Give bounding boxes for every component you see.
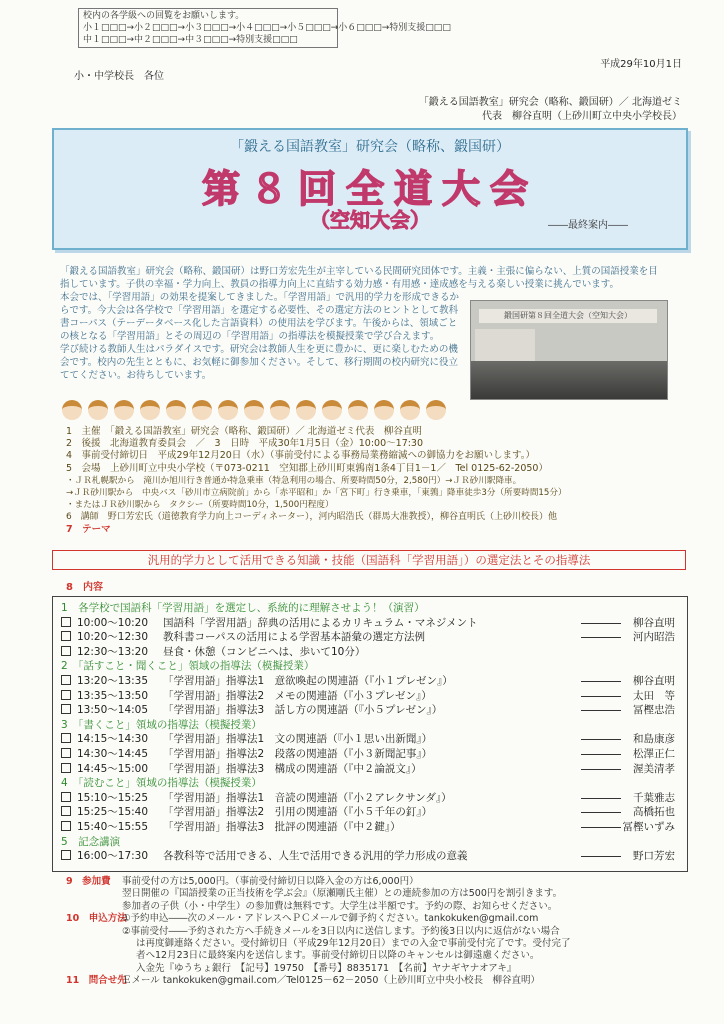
schedule-title: 「学習用語」指導法2 引用の関連語（『小５千年の釘』） (163, 806, 433, 819)
leader-line (581, 637, 621, 638)
sender-line: 代表 柳谷直明（上砂川町立中央小学校長） (482, 111, 682, 122)
schedule-item (61, 732, 681, 747)
leader-line (581, 710, 621, 711)
fee-text: 参加者の子供（小・中学生）の参加費は無料です。大学生は半額です。予約の際、お知らせください。 (122, 900, 558, 912)
schedule-time: 15:25～15:40 (77, 806, 149, 819)
checkbox-icon (61, 646, 71, 656)
info-row: 7 テーマ (66, 523, 111, 535)
schedule-title: 「学習用語」指導法1 音読の関連語（『小２アレクサンダ』） (163, 791, 452, 804)
schedule-presenter: 冨樫いずみ (622, 821, 675, 833)
leader-line (581, 754, 621, 755)
sender-line: 「鍛える国語教室」研究会（略称、鍛国研）／ 北海道ゼミ (418, 97, 682, 108)
page-subtitle: （空知大会） (310, 208, 430, 232)
schedule-title: 「学習用語」指導法1 意欲喚起の関連語（『小１プレゼン』） (163, 675, 453, 687)
intro-paragraph: 学び続ける教師人生はパラダイスです。研究会は教師人生を更に豊かに、更に楽しむための機会です。校内の先生とともに、お気軽に御参加ください。そして、移行期間の校内研究に役立ててください。お待ちしています。 (60, 344, 459, 381)
contact-label: 11 問合せ先 (66, 975, 127, 987)
photo-audience (471, 361, 667, 399)
checkbox-icon (61, 733, 71, 743)
kid-icon (374, 400, 394, 420)
issue-date: 平成29年10月1日 (600, 59, 682, 70)
schedule-item (61, 703, 681, 718)
kid-icon (322, 400, 342, 420)
org-name: 「鍛える国語教室」研究会（略称、鍛国研） (230, 139, 510, 155)
leader-line (581, 856, 621, 857)
info-row: 1 主催 「鍛える国語教室」研究会（略称、鍛国研）／ 北海道ゼミ代表 柳谷直明 (66, 426, 422, 437)
kid-icon (426, 400, 446, 420)
info-row: 6 講師 野口芳宏氏（道徳教育学力向上コーディネーター），河内昭浩氏（群馬大准教授），柳谷直明氏（上砂川校長）他 (66, 512, 558, 523)
fee-label: 9 参加費 (66, 876, 111, 887)
schedule-time: 14:15～14:30 (77, 733, 149, 746)
schedule-item (61, 762, 681, 777)
schedule-title: 「学習用語」指導法3 批評の関連語（『中２鍵』） (163, 821, 401, 833)
intro-paragraph: 本会では、「学習用語」の効果を提案してきました。「学習用語」で汎用的学力を形成できるからです。今大会は各学校で「学習用語」を選定する必要性、その選定方法のヒントとして教科書コーパス（テーデータベース化した言語資料）の使用法を学びます。午後からは、領域ごとの核となる「学習用語」とその周辺の「学習用語」の指導法を模擬授業で学び合えます。 (60, 292, 460, 342)
checkbox-icon (61, 675, 71, 685)
checkbox-icon (61, 821, 71, 831)
apply-text: ②事前受付――予約された方へ手続きメールを3日以内に送信します。予約後3日以内に返信がない場合 (122, 925, 560, 937)
event-info (66, 426, 686, 536)
schedule-title: 「学習用語」指導法2 段落の関連語（『小３新聞記事』） (163, 748, 433, 760)
info-row: ・ＪＲ札幌駅から 滝川か旭川行き普通か特急乗車（特急利用の場合、所要時間50分，2,580円）→ＪＲ砂川駅降車。 (66, 475, 522, 486)
final-notice: ――最終案内―― (548, 220, 628, 231)
info-row: 5 会場 上砂川町立中央小学校（〒073-0211 空知郡上砂川町東鶉南1条4丁目1－1／ Tel 0125-62-2050） (66, 462, 548, 474)
schedule-item (61, 791, 681, 806)
info-row: ・またはＪＲ砂川駅から タクシー（所要時間10分，1,500円程度） (66, 500, 334, 511)
schedule-presenter: 松澤正仁 (633, 748, 675, 760)
kid-icon (348, 400, 368, 420)
schedule-presenter: 野口芳宏 (633, 850, 675, 863)
schedule-section-heading: 5 記念講演 (61, 835, 121, 848)
kid-icon (88, 400, 108, 420)
addressee: 小・中学校長 各位 (74, 71, 164, 82)
schedule-time: 13:35～13:50 (77, 689, 149, 702)
checkbox-icon (61, 792, 71, 802)
schedule-presenter: 柳谷直明 (633, 616, 675, 629)
kid-icon (166, 400, 186, 420)
checkbox-icon (61, 850, 71, 860)
kid-icon (218, 400, 238, 420)
title-banner (52, 128, 688, 250)
schedule-item (61, 805, 681, 820)
checkbox-icon (61, 704, 71, 714)
schedule-presenter: 河内昭浩 (633, 631, 675, 644)
schedule-presenter: 太田 等 (633, 689, 675, 702)
schedule-time: 14:45～15:00 (77, 762, 149, 775)
leader-line (581, 623, 621, 624)
fee-text: 事前受付の方は5,000円。（事前受付締切日以降入金の方は6,000円） (122, 876, 419, 887)
apply-text: ①予約申込――次のメール・アドレスへＰＣメールで御予約ください。tankokuken@gmail.com (122, 913, 539, 925)
page-title: 第８回全道大会 (201, 166, 538, 211)
routing-line: 校内の各学級への回覧をお願いします。 (83, 11, 245, 21)
theme-box: 汎用的学力として活用できる知識・技能（国語科「学習用語」）の選定法とその指導法 (52, 550, 686, 570)
fee-text: 翌日開催の『国語授業の正当技術を学ぶ会』（原瀬剛氏主催）との連続参加の方は500円を割引きます。 (122, 888, 563, 900)
checkbox-icon (61, 763, 71, 773)
kid-icon (192, 400, 212, 420)
schedule-presenter: 和島康彦 (633, 733, 675, 746)
schedule-section-heading: 1 各学校で国語科「学習用語」を選定し、系統的に理解させよう！（演習） (61, 602, 425, 614)
leader-line (581, 827, 621, 828)
schedule-title: 昼食・休憩（コンビニへは、歩いて10分） (163, 645, 366, 658)
schedule-time: 15:10～15:25 (77, 791, 149, 804)
checkbox-icon (61, 748, 71, 758)
schedule-time: 16:00～17:30 (77, 850, 149, 863)
schedule-time: 15:40～15:55 (77, 821, 149, 833)
routing-line: 小１□□□→小２□□□→小３□□□→小４□□□→小５□□□→小６□□□→特別支援□□□ (83, 23, 451, 33)
kid-icon (114, 400, 134, 420)
kid-icon (296, 400, 316, 420)
photo-banner: 鍛国研第８回全道大会（空知大会） (479, 309, 657, 323)
contact-text: Ｅメール tankokuken@gmail.com／Tel0125－62－2050（上砂川町立中央小校長 柳谷直明） (122, 975, 540, 987)
intro-paragraph: 「鍛える国語教室」研究会（略称、鍛国研）は野口芳宏先生が主宰している民間研究団体です。主義・主張に偏らない、上質の国語授業を目指しています。子供の幸福・学力向上、教員の指導力向上に直結する効力感・有用感・達成感を与える楽しい授業に挑んでいます。 (60, 266, 658, 290)
leader-line (581, 681, 621, 682)
schedule-time: 10:00～10:20 (77, 616, 149, 629)
checkbox-icon (61, 806, 71, 816)
schedule-title: 「学習用語」指導法1 文の関連語（『小１思い出新聞』） (163, 733, 433, 746)
schedule-time: 12:30～13:20 (77, 645, 149, 658)
schedule-item (61, 849, 681, 864)
checkbox-icon (61, 631, 71, 641)
schedule-item (61, 630, 681, 645)
bank-info: 入金先『ゆうちょ銀行 【記号】19750 【番号】8835171 【名前】ヤナギヤナオアキ』 (136, 962, 517, 974)
leader-line (581, 812, 621, 813)
content-label: 8 内容 (66, 582, 103, 593)
schedule-item (61, 616, 681, 631)
info-row: 4 事前受付締切日 平成29年12月20日（水）（事前受付による事務局業務縮減への御協力をお願いします。） (66, 450, 536, 462)
leader-line (581, 769, 621, 770)
fees-section (66, 876, 686, 988)
schedule-presenter: 千葉雅志 (633, 791, 675, 804)
info-row: 2 後援 北海道教育委員会 ／ 3 日時 平成30年1月5日（金）10:00～17:30 (66, 438, 424, 450)
schedule-presenter: 高橋拓也 (633, 806, 675, 819)
kid-icon (270, 400, 290, 420)
kid-icon (140, 400, 160, 420)
schedule-presenter: 渥美清孝 (633, 762, 675, 775)
checkbox-icon (61, 617, 71, 627)
leader-line (581, 696, 621, 697)
schedule-title: 国語科「学習用語」辞典の活用によるカリキュラム・マネジメント (163, 616, 478, 629)
schedule-title: 各教科等で活用できる、人生で活用できる汎用的学力形成の意義 (163, 850, 468, 863)
apply-text: は再度御連絡ください。受付締切日（平成29年12月20日）までの入金で事前受付完了です。受付完了 (136, 938, 571, 950)
kid-icon (62, 400, 82, 420)
schedule-item (61, 747, 681, 762)
apply-label: 10 申込方法 (66, 913, 127, 925)
schedule-section-heading: 3 「書くこと」領域の指導法（模擬授業） (61, 718, 262, 731)
schedule-item (61, 645, 681, 660)
schedule-time: 10:20～12:30 (77, 631, 149, 644)
schedule-time: 13:20～13:35 (77, 675, 149, 687)
schedule-section-heading: 4 「読むこと」領域の指導法（模擬授業） (61, 777, 262, 790)
schedule-title: 「学習用語」指導法3 構成の関連語（『中２論説文』） (163, 762, 422, 775)
schedule-time: 13:50～14:05 (77, 704, 149, 717)
schedule-title: 「学習用語」指導法2 メモの関連語（『小３プレゼン』） (163, 689, 432, 702)
schedule-presenter: 柳谷直明 (633, 675, 675, 687)
schedule-section-heading: 2 「話すこと・聞くこと」領域の指導法（模擬授業） (61, 660, 315, 673)
kid-icon (244, 400, 264, 420)
schedule-item (61, 674, 681, 689)
leader-line (581, 739, 621, 740)
apply-text: 者へ12月23日に最終案内を送信します。事前受付締切日以降のキャンセルは御遠慮ください。 (136, 950, 540, 962)
decorative-kids-illustration (62, 400, 472, 424)
info-row: →ＪＲ砂川駅から 中央バス「砂川市立病院前」から「赤平昭和」か「宮下町」行き乗車，「東鶉」降車徒歩3分（所要時間15分） (66, 488, 567, 499)
event-photo (470, 300, 668, 400)
schedule-time: 14:30～14:45 (77, 748, 149, 760)
kid-icon (400, 400, 420, 420)
routing-box (78, 8, 451, 48)
leader-line (581, 798, 621, 799)
schedule-title: 教科書コーパスの活用による学習基本語彙の選定方法例 (163, 631, 425, 644)
checkbox-icon (61, 690, 71, 700)
routing-line: 中１□□□→中２□□□→中３□□□→特別支援□□□ (83, 35, 298, 45)
schedule-item (61, 689, 681, 704)
schedule-title: 「学習用語」指導法3 話し方の関連語（『小５プレゼン』） (163, 704, 443, 717)
schedule-item (61, 820, 681, 835)
schedule-table (52, 596, 688, 872)
schedule-presenter: 冨樫忠浩 (633, 704, 675, 717)
